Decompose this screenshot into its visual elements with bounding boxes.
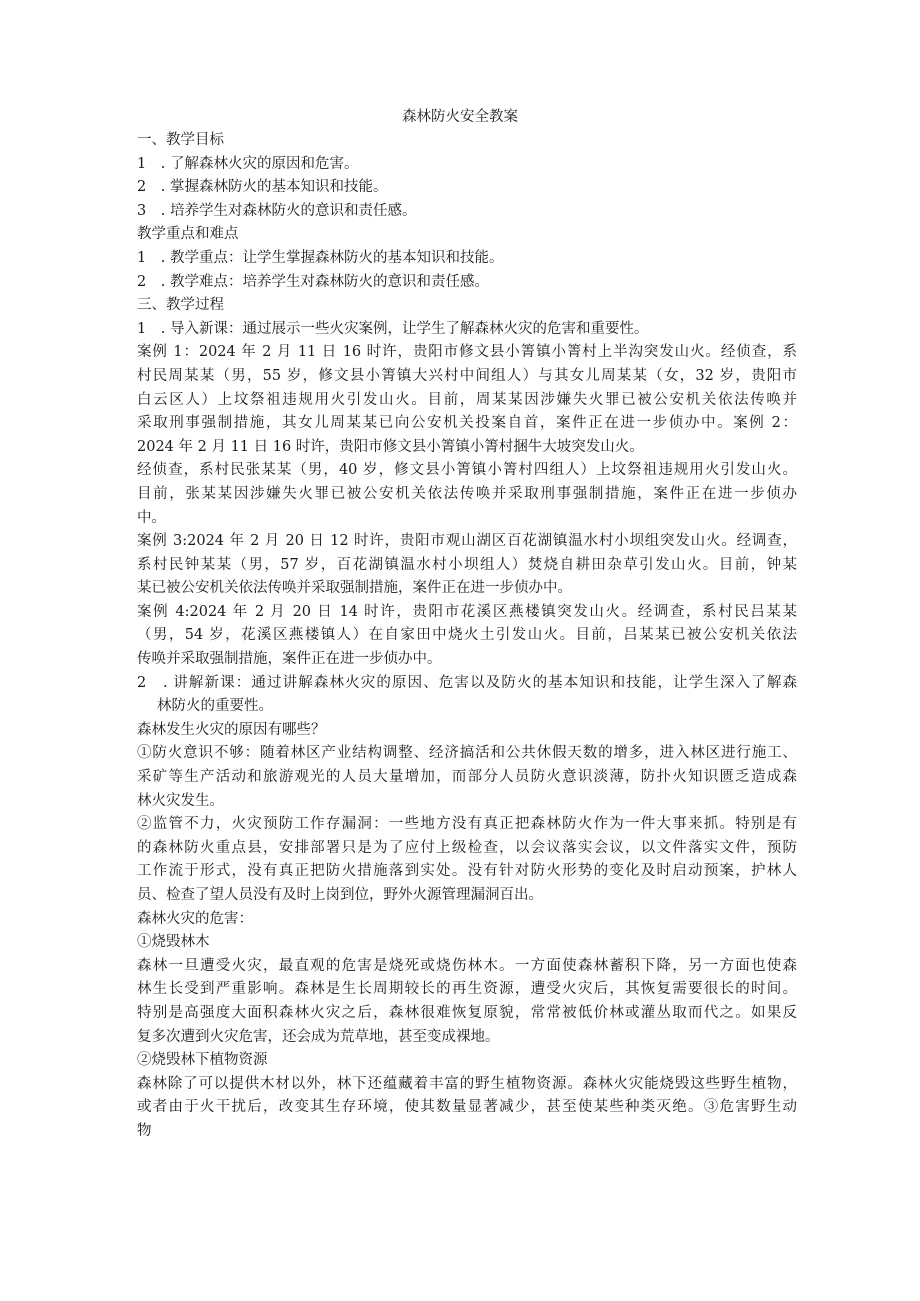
text-line: 系村民钟某某（男，57 岁，百花湖镇温水村小坝组人）焚烧自耕田杂草引发山火。目前，钟某: [137, 556, 797, 573]
text-line: 经侦查，系村民张某某（男，40 岁，修文县小箐镇小箐村四组人）上坟祭祖违规用火引发山火。: [137, 462, 797, 479]
text-line: 森林发生火灾的原因有哪些？: [137, 721, 326, 738]
text-line: 2 . 讲解新课：通过讲解森林火灾的原因、危害以及防火的基本知识和技能，让学生深入了解森: [137, 674, 797, 691]
text-line: 案例 4:2024 年 2 月 20 日 14 时许，贵阳市花溪区燕楼镇突发山火。经调查，系村民吕某某: [137, 603, 797, 620]
text-line: ②监管不力，火灾预防工作存漏洞：一些地方没有真正把森林防火作为一件大事来抓。特别是有: [137, 816, 797, 833]
text-line: （男，54 岁，花溪区燕楼镇人）在自家田中烧火土引发山火。目前，吕某某已被公安机关依法: [137, 627, 797, 644]
text-line: 三、教学过程: [137, 297, 224, 314]
text-line: 中。: [137, 509, 166, 526]
text-line: 物: [137, 1122, 152, 1139]
text-line: 目前，张某某因涉嫌失火罪已被公安机关依法传唤并采取刑事强制措施，案件正在进一步侦办: [137, 485, 797, 502]
text-line: 林生长受到严重影响。森林是生长周期较长的再生资源，遭受火灾后，其恢复需要很长的时间。: [137, 981, 797, 998]
text-line: 案例 3:2024 年 2 月 20 日 12 时许，贵阳市观山湖区百花湖镇温水村小坝组突发山火。经调查，: [137, 533, 797, 550]
text-line: 2024 年 2 月 11 日 16 时许，贵阳市修文县小箐镇小箐村捆牛大坡突发山火。: [137, 438, 644, 455]
text-line: 的森林防火重点县，安排部署只是为了应付上级检查，以会议落实会议，以文件落实文件，预防: [137, 839, 797, 856]
text-line: ①防火意识不够：随着林区产业结构调整、经济搞活和公共休假天数的增多，进入林区进行施工、: [137, 745, 797, 762]
text-line: 2 . 教学难点：培养学生对森林防火的意识和责任感。: [137, 273, 489, 290]
text-line: 员、检查了望人员没有及时上岗到位，野外火源管理漏洞百出。: [137, 887, 543, 903]
text-line: 森林除了可以提供木材以外，林下还蕴藏着丰富的野生植物资源。森林火灾能烧毁这些野生植物，: [137, 1075, 797, 1092]
text-line: 2 . 掌握森林防火的基本知识和技能。: [137, 179, 388, 196]
text-line: 案例 1：2024 年 2 月 11 日 16 时许，贵阳市修文县小箐镇小箐村上半沟突发山火。经侦查，系: [137, 344, 797, 361]
document-title: 森林防火安全教案: [402, 109, 518, 125]
text-line: ①烧毁林木: [137, 934, 210, 951]
text-line: 林防火的重要性。: [157, 698, 273, 715]
text-line: 复多次遭到火灾危害，还会成为荒草地，甚至变成裸地。: [137, 1028, 500, 1045]
text-line: 林火灾发生。: [137, 792, 224, 809]
text-line: 1 . 教学重点：让学生掌握森林防火的基本知识和技能。: [137, 249, 504, 266]
text-line: 一、教学目标: [137, 132, 224, 148]
text-line: 某已被公安机关依法传唤并采取强制措施，案件正在进一步侦办中。: [137, 580, 572, 597]
text-line: 或者由于火干扰后，改变其生存环境，使其数量显著减少，甚至使某些种类灭绝。③危害野生动: [137, 1099, 797, 1116]
text-line: 传唤并采取强制措施，案件正在进一步侦办中。: [137, 651, 442, 668]
text-line: 教学重点和难点: [137, 226, 239, 243]
document-body: [137, 129, 797, 1144]
text-line: 3 . 培养学生对森林防火的意识和责任感。: [137, 202, 417, 219]
text-line: 白云区人）上坟祭祖违规用火引发山火。目前，周某某因涉嫌失火罪已被公安机关依法传唤并: [137, 391, 797, 408]
text-line: 特别是高强度大面积森林火灾之后，森林很难恢复原貌，常常被低价林或灌丛取而代之。如果反: [137, 1004, 797, 1021]
text-line: 采矿等生产活动和旅游观光的人员大量增加，而部分人员防火意识淡薄，防扑火知识匮乏造成森: [137, 769, 797, 786]
text-line: 森林一旦遭受火灾，最直观的危害是烧死或烧伤林木。一方面使森林蓄积下降，另一方面也使森: [137, 957, 797, 974]
text-line: 1 . 了解森林火灾的原因和危害。: [137, 155, 359, 172]
text-line: 工作流于形式，没有真正把防火措施落到实处。没有针对防火形势的变化及时启动预案，护林人: [137, 863, 797, 880]
text-line: 村民周某某（男，55 岁，修文县小箐镇大兴村中间组人）与其女儿周某某（女，32 岁，贵阳市: [137, 367, 797, 384]
text-line: 森林火灾的危害：: [137, 910, 253, 927]
text-line: ②烧毁林下植物资源: [137, 1052, 268, 1069]
text-line: 1 . 导入新课：通过展示一些火灾案例，让学生了解森林火灾的危害和重要性。: [137, 320, 649, 337]
text-line: 采取刑事强制措施，其女儿周某某已向公安机关投案自首，案件正在进一步侦办中。案例 2：: [137, 415, 797, 432]
